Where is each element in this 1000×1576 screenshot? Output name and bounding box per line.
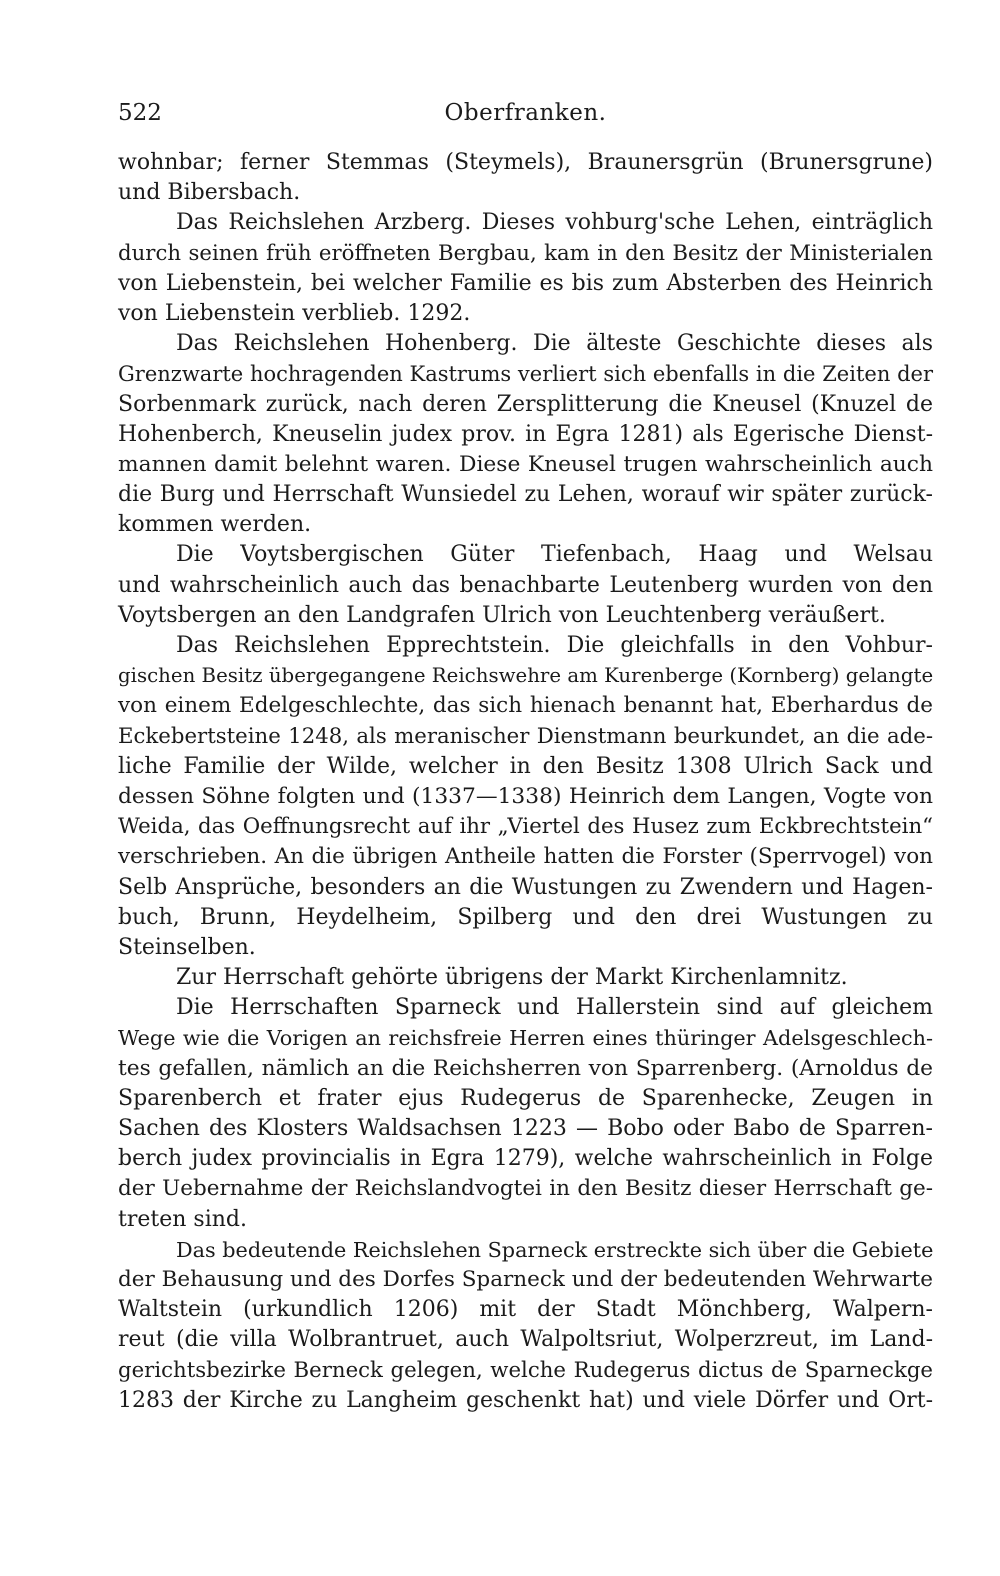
text-line: gerichtsbezirke Berneck gelegen, welche Rudegerus dictus de Sparneckge: [118, 1357, 933, 1383]
text-line: und wahrscheinlich auch das benachbarte Leutenberg wurden von den: [118, 572, 933, 598]
text-line: Sachen des Klosters Waldsachsen 1223 — Bobo oder Babo de Sparren-: [118, 1116, 933, 1141]
text-line: Die Herrschaften Sparneck und Hallerstein sind auf gleichem: [176, 995, 933, 1021]
text-line: dessen Söhne folgten und (1337—1338) Heinrich dem Langen, Vogte von: [118, 783, 933, 809]
book-page: [118, 0, 933, 1576]
text-line: verschrieben. An die übrigen Antheile hatten die Forster (Sperrvogel) von: [118, 844, 933, 870]
text-line: mannen damit belehnt waren. Diese Kneusel trugen wahrscheinlich auch: [118, 451, 933, 477]
text-line: wohnbar; ferner Stemmas (Steymels), Braunersgrün (Brunersgrune): [118, 150, 933, 175]
text-line: Selb Ansprüche, besonders an die Wustungen zu Zwendern und Hagen-: [118, 874, 933, 900]
text-line: reut (die villa Wolbrantruet, auch Walpoltsriut, Wolperzreut, im Land-: [118, 1327, 933, 1353]
text-line: Die Voytsbergischen Güter Tiefenbach, Haag und Welsau: [176, 542, 933, 568]
text-line: Waltstein (urkundlich 1206) mit der Stadt Mönchberg, Walpern-: [118, 1297, 933, 1323]
text-line: Das Reichslehen Hohenberg. Die älteste Geschichte dieses als: [176, 331, 933, 357]
text-line: und Bibersbach.: [118, 180, 301, 206]
text-line: von einem Edelgeschlechte, das sich hienach benannt hat, Eberhardus de: [118, 693, 933, 719]
text-line: tes gefallen, nämlich an die Reichsherren von Sparrenberg. (Arnoldus de: [118, 1055, 933, 1081]
text-line: der Uebernahme der Reichslandvogtei in den Besitz dieser Herrschaft ge-: [118, 1176, 933, 1202]
text-line: von Liebenstein, bei welcher Familie es bis zum Absterben des Heinrich: [118, 270, 933, 296]
text-line: buch, Brunn, Heydelheim, Spilberg und den drei Wustungen zu: [118, 904, 933, 930]
text-line: Zur Herrschaft gehörte übrigens der Markt Kirchenlamnitz.: [176, 965, 848, 991]
text-line: Wege wie die Vorigen an reichsfreie Herren eines thüringer Adelsgeschlech-: [118, 1026, 933, 1051]
text-line: die Burg und Herrschaft Wunsiedel zu Lehen, worauf wir später zurück-: [118, 482, 933, 508]
text-line: liche Familie der Wilde, welcher in den Besitz 1308 Ulrich Sack und: [118, 753, 933, 779]
text-line: Sorbenmark zurück, nach deren Zersplitterung die Kneusel (Knuzel de: [118, 391, 933, 417]
text-line: Weida, das Oeffnungsrecht auf ihr „Viertel des Husez zum Eckbrechtstein“: [118, 814, 933, 840]
running-title: Oberfranken.: [444, 100, 607, 126]
text-line: Das Reichslehen Epprechtstein. Die gleichfalls in den Vohbur-: [176, 633, 933, 658]
text-line: berch judex provincialis in Egra 1279), welche wahrscheinlich in Folge: [118, 1146, 933, 1172]
running-head: [118, 100, 933, 136]
page-number: 522: [118, 100, 162, 126]
text-line: 1283 der Kirche zu Langheim geschenkt hat) und viele Dörfer und Ort-: [118, 1387, 933, 1413]
text-line: Steinselben.: [118, 934, 256, 960]
body-text: [118, 148, 933, 1416]
text-line: Sparenberch et frater ejus Rudegerus de Sparenhecke, Zeugen in: [118, 1085, 933, 1111]
text-line: Voytsbergen an den Landgrafen Ulrich von Leuchtenberg veräußert.: [118, 602, 886, 628]
text-line: kommen werden.: [118, 512, 312, 538]
text-line: von Liebenstein verblieb. 1292.: [118, 300, 471, 326]
text-line: durch seinen früh eröffneten Bergbau, kam in den Besitz der Ministerialen: [118, 240, 933, 266]
text-line: Das bedeutende Reichslehen Sparneck erstreckte sich über die Gebiete: [176, 1237, 934, 1262]
text-line: treten sind.: [118, 1206, 247, 1232]
text-line: gischen Besitz übergegangene Reichswehre am Kurenberge (Kornberg) gelangte: [118, 664, 934, 688]
text-line: Das Reichslehen Arzberg. Dieses vohburg'sche Lehen, einträglich: [176, 210, 933, 236]
text-line: der Behausung und des Dorfes Sparneck und der bedeutenden Wehrwarte: [118, 1266, 933, 1292]
text-line: Grenzwarte hochragenden Kastrums verliert sich ebenfalls in die Zeiten der: [118, 362, 933, 387]
text-line: Eckebertsteine 1248, als meranischer Dienstmann beurkundet, an die ade-: [118, 723, 933, 749]
text-line: Hohenberch, Kneuselin judex prov. in Egra 1281) als Egerische Dienst-: [118, 421, 933, 447]
